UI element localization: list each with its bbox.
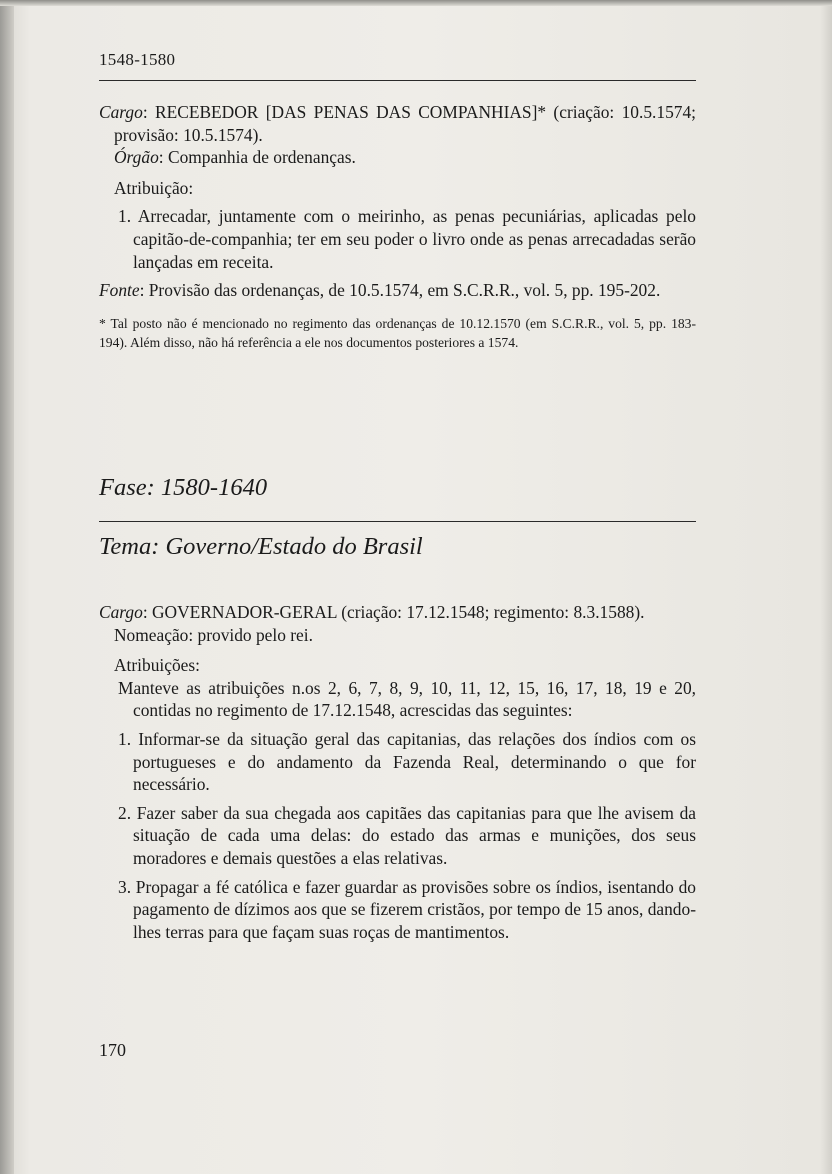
tema-heading: Tema: Governo/Estado do Brasil <box>99 533 423 560</box>
atribuicao-label: Atribuição: <box>114 177 194 198</box>
atribuicao-item: 1. Informar-se da situação geral das capitanias, das relações dos índios com os portugueses e do andamento da Fazenda Real, determinando o que for necessário. <box>118 728 696 795</box>
cargo-text: RECEBEDOR [DAS PENAS DAS COMPANHIAS]* (criação: 10.5.1574; provisão: 10.5.1574). <box>114 102 696 145</box>
fonte-line: Fonte: Provisão das ordenanças, de 10.5.1574, em S.C.R.R., vol. 5, pp. 195-202. <box>99 280 661 301</box>
orgao-text: Companhia de ordenanças. <box>167 147 356 168</box>
atribuicoes-label: Atribuições: <box>114 655 200 676</box>
cargo-line: Cargo: GOVERNADOR-GERAL (criação: 17.12.1548; regimento: 8.3.1588). <box>99 602 645 622</box>
page-number: 170 <box>99 1040 126 1060</box>
atribuicao-item: 2. Fazer saber da sua chegada aos capitães das capitanias para que lhe avisem da situação de cada uma delas: do estado das armas e munições, dos seus moradores e demais questões a elas relativas. <box>118 802 696 868</box>
atribuicao-item-1: 1. Arrecadar, juntamente com o meirinho, as penas pecuniárias, aplicadas pelo capitão-de-companhia; ter em seu poder o livro onde as penas arrecadadas serão lançadas em receita. <box>118 206 696 272</box>
entry-governador <box>99 601 696 943</box>
fonte-text: Provisão das ordenanças, de 10.5.1574, em S.C.R.R., vol. 5, pp. 195-202. <box>148 280 661 301</box>
page-left-edge <box>0 0 14 1174</box>
cargo-label: Cargo <box>99 102 143 122</box>
atribuicao-item: 3. Propagar a fé católica e fazer guardar as provisões sobre os índios, isentando do pagamento de dízimos aos que se fizerem cristãos, por tempo de 15 anos, dando-lhes terras para que façam suas roças de mantimentos. <box>118 876 696 942</box>
page-top-edge <box>0 0 832 6</box>
fonte-label: Fonte <box>99 280 140 301</box>
fase-heading: Fase: 1580-1640 <box>99 474 268 501</box>
footnote: * Tal posto não é mencionado no regimento das ordenanças de 10.12.1570 (em S.C.R.R., vol. 5, pp. 183-194). Além disso, não há referência a ele nos documentos posteriores a 1574. <box>99 315 696 350</box>
cargo-label: Cargo <box>99 602 143 622</box>
running-head: 1548-1580 <box>99 50 176 69</box>
entry-recebedor <box>99 101 696 352</box>
section-rule <box>99 521 696 522</box>
orgao-line: Órgão: Companhia de ordenanças. <box>114 147 356 168</box>
header-rule <box>99 80 696 81</box>
cargo-line: Cargo: RECEBEDOR [DAS PENAS DAS COMPANHIAS]* (criação: 10.5.1574; provisão: 10.5.1574). <box>99 102 696 145</box>
orgao-label: Órgão <box>114 147 159 168</box>
cargo-text: GOVERNADOR-GERAL (criação: 17.12.1548; regimento: 8.3.1588). <box>152 602 645 622</box>
atribuicoes-intro: Manteve as atribuições n.os 2, 6, 7, 8, 9, 10, 11, 12, 15, 16, 17, 18, 19 e 20, contidas no regimento de 17.12.1548, acrescidas das seguintes: <box>118 677 696 721</box>
nomeacao-line: Nomeação: provido pelo rei. <box>114 624 313 645</box>
